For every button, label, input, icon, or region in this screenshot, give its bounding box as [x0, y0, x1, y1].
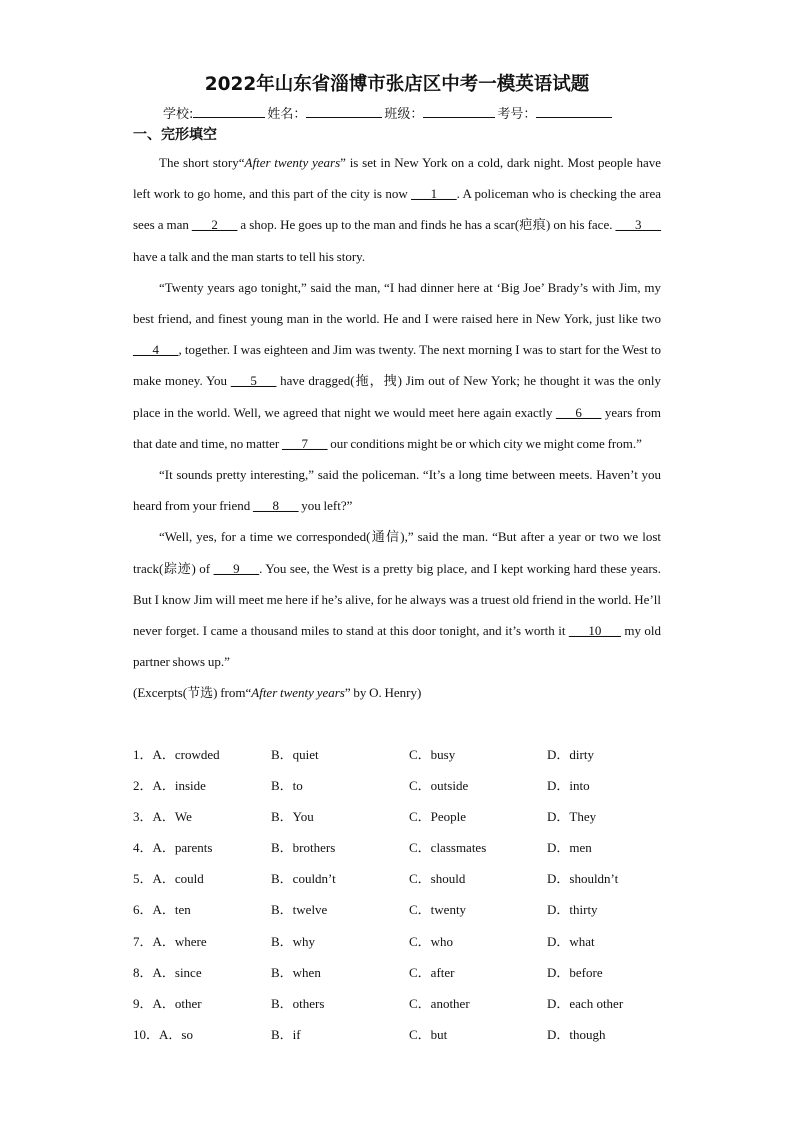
name-blank[interactable]: [306, 106, 382, 118]
blank-7: ___7___: [281, 435, 328, 451]
blank-4: ___4___: [133, 342, 179, 358]
option-d[interactable]: D．They: [547, 809, 597, 825]
option-c[interactable]: C．outside: [409, 778, 469, 794]
question-row: [133, 956, 673, 987]
story-title: After twenty years: [244, 155, 341, 170]
option-c[interactable]: C．who: [409, 933, 454, 949]
option-a[interactable]: 7．A．where: [133, 933, 207, 949]
option-b[interactable]: B．quiet: [271, 747, 319, 762]
blank-1: ___1___: [411, 186, 457, 202]
blank-6: ___6___: [555, 404, 602, 420]
question-row: [133, 800, 673, 831]
option-a[interactable]: 2．A．inside: [133, 778, 206, 794]
option-a[interactable]: 9．A．other: [133, 995, 202, 1011]
option-a[interactable]: 8．A．since: [133, 964, 202, 980]
name-label: 姓名：: [267, 107, 307, 122]
blank-2: ___2___: [191, 217, 238, 233]
page-title: 2022年山东省淄博市张店区中考一模英语试题: [204, 74, 590, 95]
student-info-line: [163, 103, 614, 122]
option-a[interactable]: 4．A．parents: [133, 840, 213, 856]
option-d[interactable]: D．men: [547, 840, 592, 856]
section-title: 一、完形填空: [133, 127, 217, 143]
option-c[interactable]: C．People: [409, 809, 467, 825]
option-c[interactable]: C．another: [409, 995, 470, 1011]
paragraph-3: “It sounds pretty interesting,” said the policeman. “It’s a long time between meets. Haven’t you heard from your friend ___8___ you left?”: [133, 467, 661, 514]
option-c[interactable]: C．after: [409, 964, 455, 980]
option-c[interactable]: C．classmates: [409, 840, 487, 856]
blank-9: ___9___: [213, 560, 260, 576]
option-b[interactable]: B．to: [271, 778, 303, 794]
option-d[interactable]: D．into: [547, 778, 590, 794]
option-b[interactable]: B．others: [271, 995, 325, 1011]
question-row: [133, 987, 673, 1018]
option-a[interactable]: 1．A．crowded: [133, 747, 220, 762]
question-row: [133, 831, 673, 862]
option-c[interactable]: C．twenty: [409, 902, 467, 918]
option-c[interactable]: C．but: [409, 1026, 448, 1042]
blank-8: ___8___: [253, 498, 299, 514]
option-b[interactable]: B．if: [271, 1026, 301, 1042]
option-b[interactable]: B．brothers: [271, 840, 336, 856]
exam-number-label: 考号：: [497, 107, 537, 122]
option-d[interactable]: D．what: [547, 933, 595, 949]
option-b[interactable]: B．You: [271, 809, 314, 825]
option-b[interactable]: B．twelve: [271, 902, 328, 918]
option-a[interactable]: 3．A．We: [133, 809, 192, 825]
option-c[interactable]: C．busy: [409, 747, 456, 762]
blank-5: ___5___: [230, 373, 277, 389]
paragraph-2: “Twenty years ago tonight,” said the man, “I had dinner here at ‘Big Joe’ Brady’s with Jim, my best friend, and finest young man in the world. He and I were raised here in New York, just like two ___4___, together. I was eighteen and Jim was twenty. The next morning I was to start for the West to make money. You ___5___ have dragged(拖，拽) Jim out of New York; he thought it was the only place in the world. Well, we agreed that night we would meet here again exactly ___6___ years from that date and time, no matter ___7___ our conditions might be or which city we might come from.”: [133, 279, 662, 451]
school-label: 学校:: [163, 107, 194, 122]
school-blank[interactable]: [193, 106, 265, 118]
option-d[interactable]: D．though: [547, 1026, 606, 1042]
cloze-passage: [133, 147, 661, 709]
question-row: [133, 893, 673, 924]
option-a[interactable]: 5．A．could: [133, 871, 204, 887]
blank-10: ___10___: [568, 623, 621, 639]
option-b[interactable]: B．couldn’t: [271, 871, 336, 887]
option-d[interactable]: D．shouldn’t: [547, 871, 619, 887]
option-b[interactable]: B．when: [271, 964, 321, 980]
option-d[interactable]: D．thirty: [547, 902, 598, 918]
paragraph-4: “Well, yes, for a time we corresponded(通信),” said the man. “But after a year or two we lost track(踪迹) of ___9___. You see, the West is a pretty big place, and I kept working hard these years. But I know Jim will meet me here if he’s alive, for he always was a truest old friend in the world. He’ll never forget. I came a thousand miles to stand at this door tonight, and it’s worth it ___10___ my old partner shows up.”: [133, 529, 661, 670]
question-row: [133, 738, 673, 769]
source-note: (Excerpts(节选) from“After twenty years” by O. Henry): [133, 685, 422, 701]
question-row: [133, 862, 673, 893]
source-title: After twenty years: [251, 685, 345, 701]
question-row: [133, 1018, 673, 1049]
class-label: 班级：: [384, 107, 424, 122]
option-d[interactable]: D．before: [547, 964, 603, 980]
class-blank[interactable]: [423, 106, 495, 118]
question-options: [133, 738, 673, 1049]
blank-3: ___3___: [615, 217, 661, 233]
option-c[interactable]: C．should: [409, 871, 466, 887]
paragraph-1: The short story“After twenty years” is set in New York on a cold, dark night. Most people have left work to go home, and this part of the city is now ___1___. A policeman who is checking the area sees a man ___2___ a shop. He goes up to the man and finds he has a scar(疤痕) on his face. ___3___ have a talk and the man starts to tell his story.: [133, 155, 662, 264]
option-d[interactable]: D．each other: [547, 995, 624, 1011]
question-row: [133, 925, 673, 956]
question-row: [133, 769, 673, 800]
option-a[interactable]: 10．A．so: [133, 1026, 193, 1042]
option-d[interactable]: D．dirty: [547, 747, 594, 762]
option-b[interactable]: B．why: [271, 933, 316, 949]
option-a[interactable]: 6．A．ten: [133, 902, 191, 918]
exam-number-blank[interactable]: [536, 106, 612, 118]
